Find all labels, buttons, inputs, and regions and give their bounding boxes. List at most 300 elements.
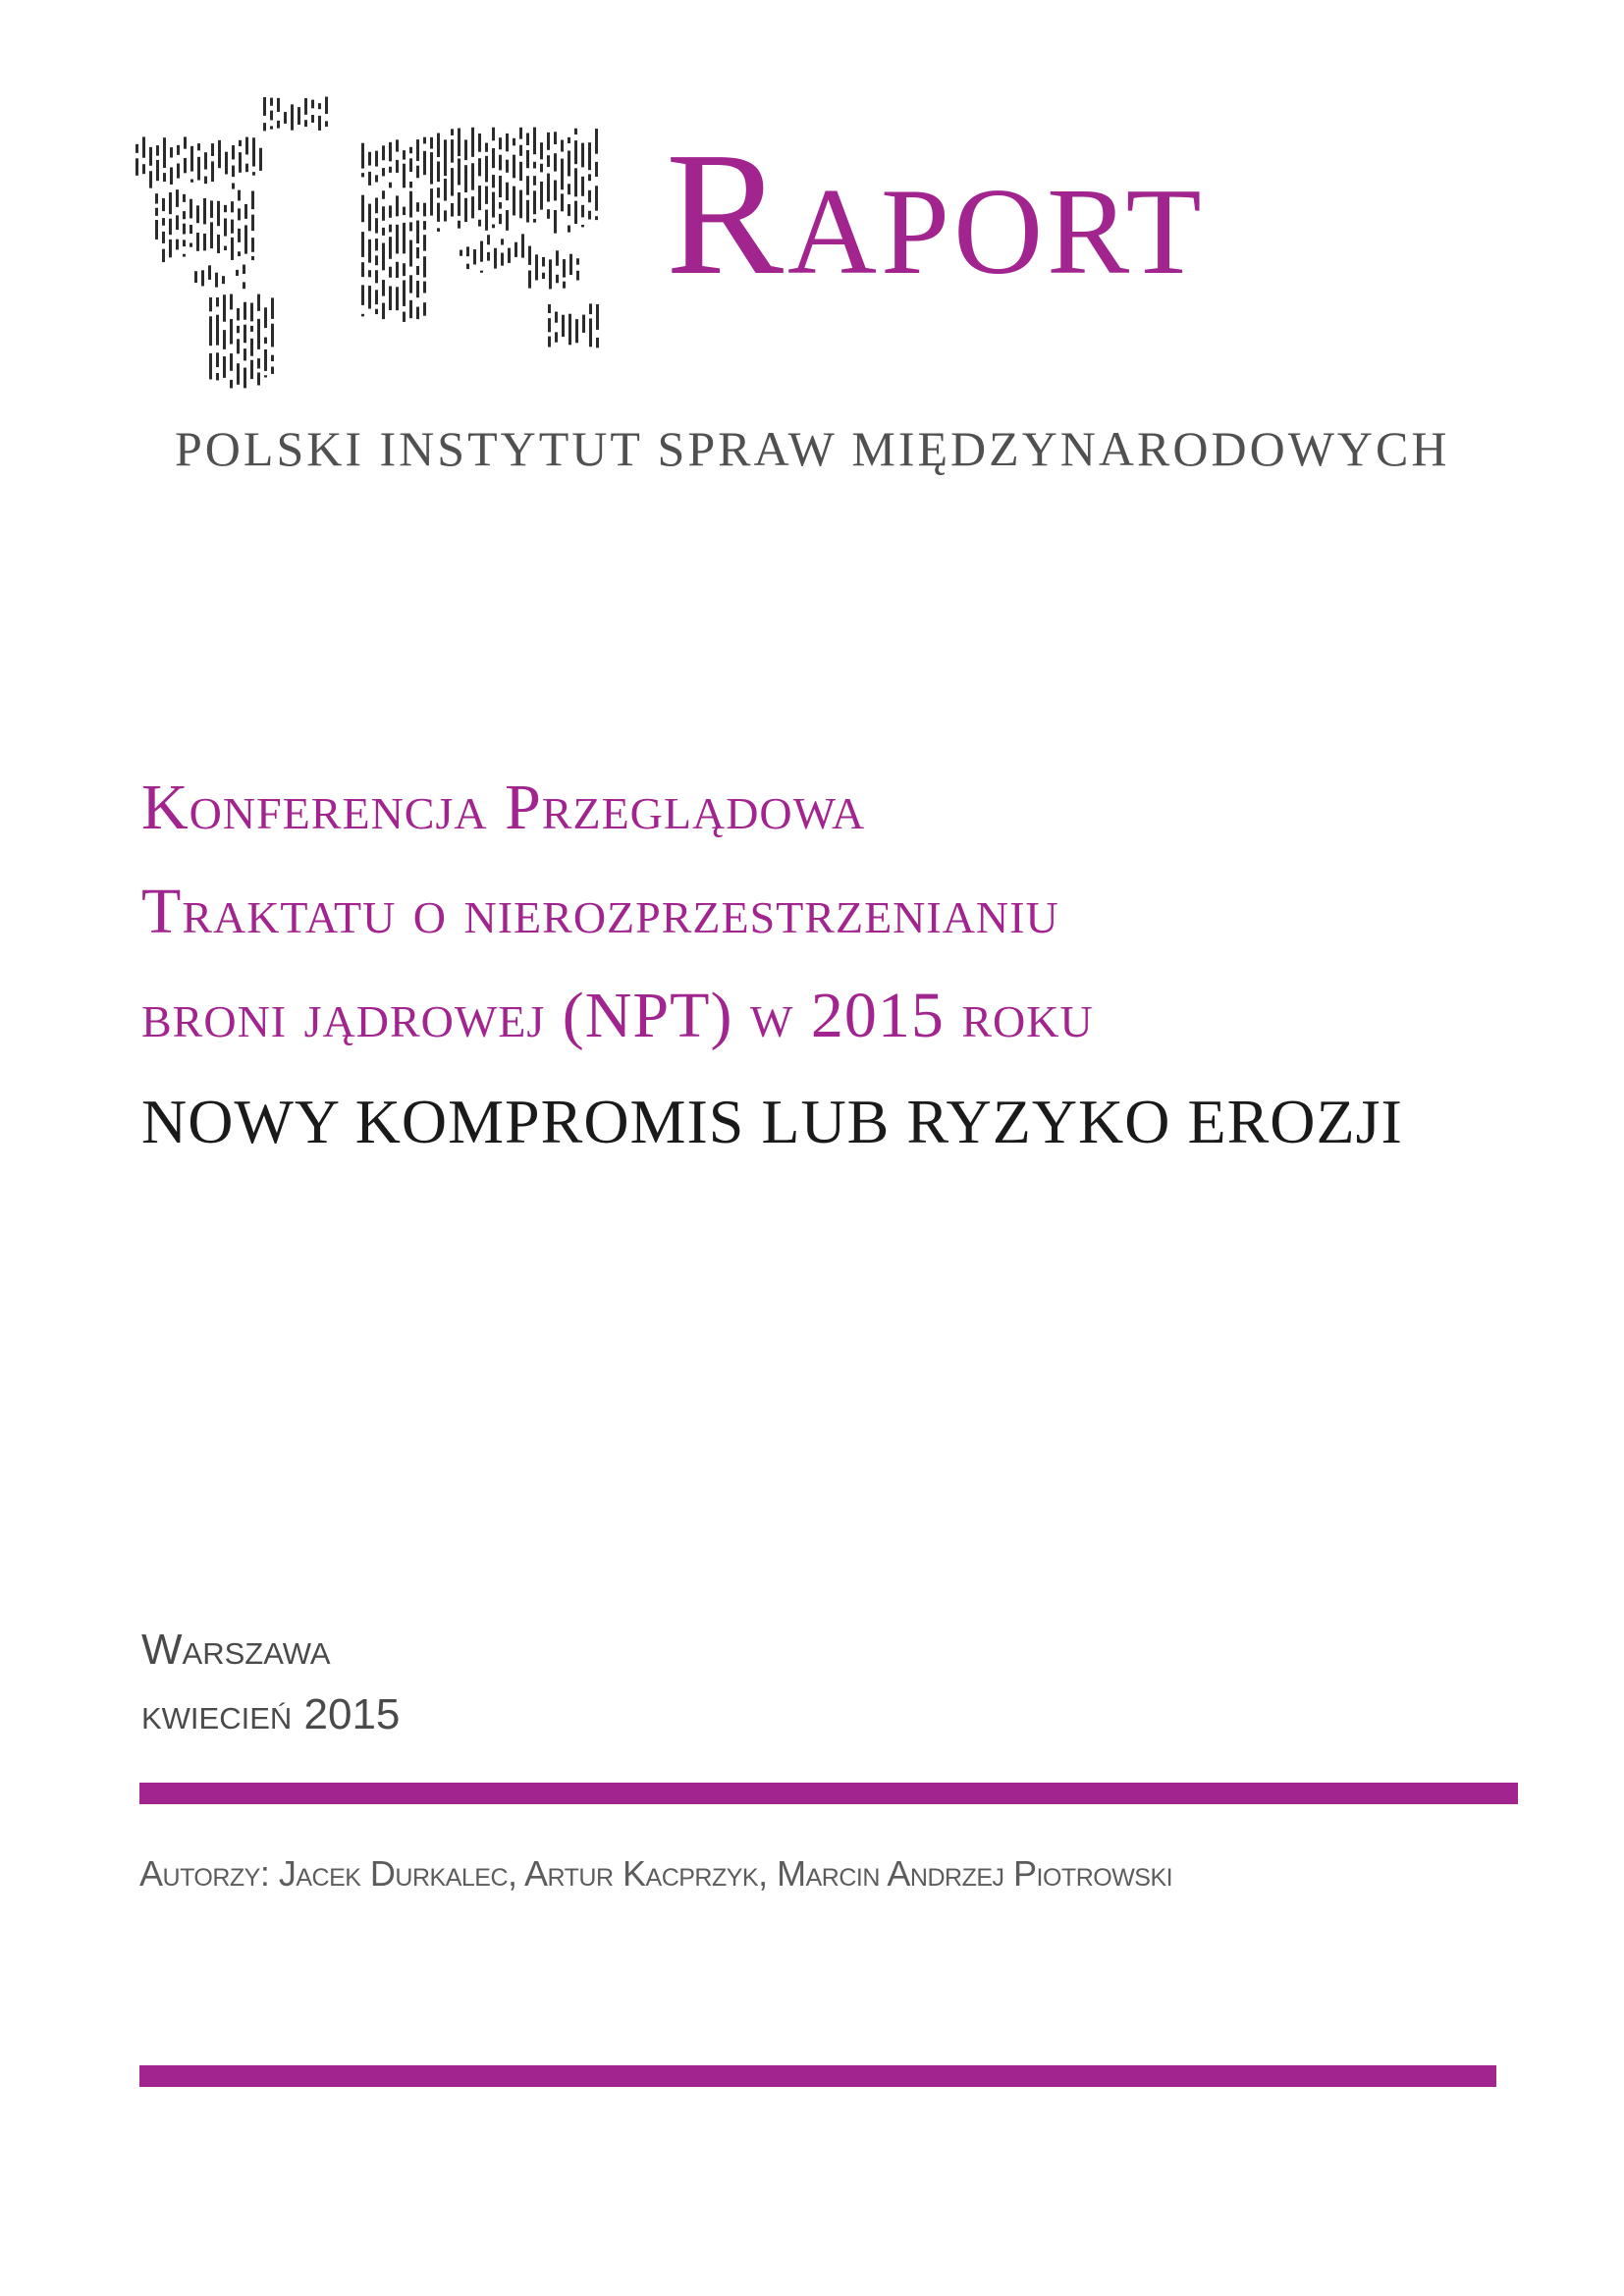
map-bar — [582, 315, 585, 333]
report-title-line-1: Konferencja Przeglądowa — [141, 772, 866, 843]
map-bar — [396, 160, 399, 173]
map-bar — [244, 204, 247, 219]
map-bar — [437, 133, 440, 154]
map-bar — [519, 128, 522, 139]
map-bar — [162, 249, 165, 262]
map-bar — [209, 316, 212, 346]
map-bar — [237, 308, 240, 320]
map-bar — [555, 332, 558, 342]
map-bar — [389, 205, 392, 217]
map-bar — [243, 282, 245, 289]
map-bar — [555, 311, 558, 322]
map-bar — [416, 221, 419, 243]
map-bar — [478, 220, 481, 227]
map-bar — [270, 126, 273, 129]
map-bar — [142, 164, 145, 174]
map-bar — [194, 271, 197, 283]
report-brand-title: Raport — [666, 116, 1206, 311]
map-bar — [494, 248, 497, 269]
map-bar — [416, 247, 419, 258]
map-bar — [574, 201, 577, 224]
divider-bottom — [139, 2065, 1496, 2087]
map-bar — [535, 254, 538, 280]
map-bar — [458, 192, 460, 216]
map-bar — [382, 168, 385, 176]
map-bar — [142, 136, 145, 157]
map-bar — [514, 242, 517, 257]
map-bar — [499, 155, 502, 171]
map-bar — [231, 238, 234, 260]
report-title-block — [141, 756, 1536, 1176]
map-bar — [169, 240, 172, 257]
map-bar — [581, 177, 584, 196]
report-subtitle: NOWY KOMPROMIS LUB RYZYKO EROZJI — [141, 1087, 1403, 1156]
map-bar — [581, 143, 584, 168]
map-bar — [589, 303, 592, 314]
map-bar — [487, 252, 490, 261]
report-title-line-3: broni jądrowej (NPT) w 2015 roku — [141, 980, 1094, 1051]
map-bar — [238, 208, 241, 220]
map-bar — [569, 254, 572, 275]
map-bar — [184, 136, 187, 148]
map-bar — [458, 158, 460, 184]
world-map-bars-icon — [135, 96, 656, 391]
map-bar — [480, 271, 483, 273]
map-bar — [547, 174, 550, 202]
map-bar — [451, 129, 454, 135]
map-bar — [216, 373, 219, 380]
map-bar — [318, 116, 321, 131]
map-bar — [458, 221, 460, 229]
map-bar — [492, 175, 495, 187]
map-bar — [513, 187, 515, 216]
map-bar — [568, 137, 570, 143]
map-bar — [526, 200, 529, 223]
map-bar — [533, 176, 536, 186]
map-bar — [561, 159, 564, 190]
map-bar — [208, 265, 211, 280]
map-bar — [568, 226, 570, 233]
map-bar — [576, 271, 579, 281]
map-bar — [311, 100, 314, 109]
map-bar — [291, 104, 294, 130]
map-bar — [368, 172, 371, 186]
map-bar — [526, 176, 529, 194]
map-bar — [204, 152, 207, 169]
map-bar — [547, 155, 550, 167]
map-bar — [533, 190, 536, 214]
map-bar — [245, 137, 248, 155]
map-bar — [250, 360, 253, 379]
map-bar — [155, 193, 158, 203]
map-bar — [492, 192, 495, 218]
map-bar — [549, 259, 552, 289]
map-bar — [554, 153, 557, 171]
map-bar — [183, 211, 186, 219]
map-bar — [506, 183, 509, 200]
map-bar — [396, 287, 399, 310]
map-bar — [232, 183, 235, 188]
map-bar — [423, 137, 426, 144]
map-bar — [409, 240, 412, 267]
map-bar — [190, 180, 193, 183]
map-bar — [224, 205, 227, 212]
map-bar — [189, 243, 192, 247]
map-bar — [176, 189, 179, 207]
map-bar — [485, 156, 488, 183]
map-bar — [596, 304, 599, 330]
map-bar — [540, 142, 543, 159]
publication-place: Warszawa — [141, 1626, 331, 1674]
place-date-block — [141, 1618, 400, 1747]
map-bar — [183, 254, 186, 257]
map-bar — [217, 201, 220, 227]
map-bar — [170, 147, 173, 157]
map-bar — [239, 140, 242, 146]
map-bar — [568, 204, 570, 216]
map-bar — [423, 235, 426, 250]
map-bar — [478, 186, 481, 210]
map-bar — [250, 326, 253, 332]
map-bar — [361, 314, 364, 317]
map-bar — [238, 251, 241, 256]
map-bar — [251, 191, 254, 210]
map-bar — [437, 161, 440, 178]
map-bar — [251, 238, 254, 252]
map-bar — [519, 190, 522, 219]
map-bar — [361, 285, 364, 305]
map-bar — [451, 203, 454, 217]
map-bar — [375, 290, 378, 304]
map-bar — [499, 176, 502, 197]
map-bar — [244, 368, 246, 389]
map-bar — [361, 262, 364, 277]
map-bar — [271, 355, 274, 361]
map-bar — [389, 225, 392, 233]
map-bar — [162, 198, 165, 211]
map-bar — [375, 218, 378, 233]
map-bar — [403, 207, 406, 215]
map-bar — [223, 330, 226, 349]
map-bar — [423, 282, 426, 294]
map-bar — [423, 203, 426, 217]
map-bar — [304, 98, 307, 115]
map-bar — [231, 201, 234, 212]
map-bar — [264, 375, 267, 377]
map-bar — [210, 222, 213, 248]
map-bar — [478, 158, 481, 176]
map-bar — [251, 256, 254, 260]
map-bar — [389, 237, 392, 259]
map-bar — [237, 326, 240, 333]
map-bar — [257, 294, 260, 311]
publication-date: kwiecień 2015 — [141, 1690, 401, 1738]
map-bar — [568, 184, 570, 194]
map-bar — [548, 304, 551, 313]
map-bar — [196, 233, 199, 251]
map-bar — [232, 166, 235, 178]
map-bar — [519, 145, 522, 156]
map-bar — [513, 155, 515, 179]
map-bar — [409, 275, 412, 293]
map-bar — [464, 139, 467, 160]
map-bar — [563, 259, 566, 278]
map-bar — [162, 218, 165, 226]
map-bar — [238, 229, 241, 242]
map-bar — [519, 162, 522, 181]
map-bar — [430, 137, 433, 149]
map-bar — [389, 183, 392, 188]
map-bar — [216, 315, 219, 346]
map-bar — [163, 173, 166, 182]
map-bar — [464, 165, 467, 192]
map-bar — [471, 196, 474, 218]
map-bar — [236, 270, 239, 276]
map-bar — [588, 142, 591, 170]
map-bar — [375, 309, 378, 314]
map-bar — [466, 246, 469, 256]
map-bar — [444, 156, 447, 169]
map-bar — [485, 143, 488, 152]
map-bar — [252, 172, 255, 176]
map-bar — [259, 148, 262, 171]
map-bar — [471, 128, 474, 157]
map-bar — [556, 275, 559, 284]
map-bar — [548, 318, 551, 332]
map-bar — [263, 123, 266, 131]
map-bar — [547, 209, 550, 219]
map-bar — [177, 163, 180, 178]
map-bar — [375, 151, 378, 167]
map-bar — [576, 258, 579, 265]
map-bar — [416, 307, 419, 320]
map-bar — [368, 270, 371, 277]
map-bar — [183, 240, 186, 246]
map-bar — [533, 219, 536, 223]
map-bar — [588, 211, 591, 220]
map-bar — [480, 241, 483, 262]
map-bar — [361, 173, 364, 177]
divider-top — [139, 1783, 1518, 1804]
map-bar — [368, 204, 371, 232]
map-bar — [521, 234, 524, 257]
map-bar — [177, 145, 180, 155]
map-bar — [485, 210, 488, 231]
map-bar — [568, 314, 571, 346]
map-bar — [561, 193, 564, 211]
map-bar — [416, 266, 419, 275]
map-bar — [595, 216, 598, 220]
map-bar — [409, 158, 412, 172]
map-bar — [361, 143, 364, 169]
map-bar — [155, 208, 158, 216]
map-bar — [423, 256, 426, 277]
map-bar — [416, 281, 419, 297]
map-bar — [389, 286, 392, 310]
map-bar — [548, 337, 551, 347]
map-bar — [244, 325, 246, 344]
map-bar — [528, 246, 531, 265]
map-bar — [416, 202, 419, 211]
map-bar — [216, 297, 219, 306]
map-bar — [375, 239, 378, 250]
map-bar — [581, 225, 584, 227]
map-bar — [201, 270, 204, 286]
map-bar — [271, 367, 274, 374]
map-bar — [215, 273, 218, 288]
map-bar — [506, 133, 509, 151]
map-bar — [499, 137, 502, 149]
map-bar — [451, 141, 454, 162]
map-bar — [430, 153, 433, 184]
map-bar — [589, 318, 592, 347]
map-bar — [257, 372, 260, 385]
map-bar — [237, 339, 240, 353]
map-bar — [437, 228, 440, 232]
map-bar — [375, 197, 378, 213]
map-bar — [135, 144, 138, 153]
map-bar — [485, 187, 488, 204]
map-bar — [169, 219, 172, 235]
map-bar — [230, 353, 233, 371]
map-bar — [135, 158, 138, 176]
map-bar — [277, 98, 280, 112]
map-bar — [243, 265, 245, 274]
map-bar — [209, 353, 212, 380]
map-bar — [203, 234, 206, 250]
map-bar — [409, 182, 412, 187]
map-bar — [458, 129, 460, 151]
map-bar — [554, 132, 557, 144]
map-bar — [304, 120, 307, 127]
map-bar — [499, 214, 502, 224]
map-bar — [361, 232, 364, 257]
map-bar — [403, 150, 406, 159]
map-bar — [375, 175, 378, 182]
map-bar — [218, 140, 221, 168]
map-bar — [230, 380, 233, 388]
map-bar — [492, 225, 495, 229]
map-bar — [437, 187, 440, 197]
map-bar — [189, 225, 192, 234]
map-bar — [409, 222, 412, 231]
map-bar — [526, 150, 529, 168]
map-bar — [588, 190, 591, 202]
map-bar — [271, 297, 274, 318]
map-bar — [542, 257, 545, 267]
map-bar — [396, 195, 399, 216]
map-bar — [409, 191, 412, 218]
map-bar — [471, 163, 474, 189]
map-bar — [368, 240, 371, 263]
map-bar — [239, 152, 242, 173]
map-bar — [270, 98, 273, 106]
map-bar — [416, 166, 419, 179]
map-bar — [368, 286, 371, 308]
map-bar — [561, 140, 564, 152]
map-bar — [595, 162, 598, 177]
map-bar — [325, 121, 328, 127]
map-bar — [595, 129, 598, 154]
report-title-line-2: Traktatu o nierozprzestrzenianiu — [141, 876, 1059, 947]
map-bar — [444, 139, 447, 148]
map-bar — [508, 248, 511, 263]
map-bar — [575, 319, 578, 343]
map-bar — [389, 267, 392, 278]
map-bar — [176, 215, 179, 230]
map-bar — [169, 192, 172, 214]
map-bar — [375, 270, 378, 283]
map-bar — [501, 239, 504, 244]
map-bar — [197, 143, 200, 150]
map-bar — [222, 276, 225, 284]
map-bar — [311, 115, 314, 123]
map-bar — [189, 199, 192, 219]
map-bar — [375, 255, 378, 265]
map-bar — [211, 143, 214, 156]
map-bar — [244, 302, 246, 320]
map-bar — [506, 160, 509, 173]
map-bar — [325, 97, 328, 115]
map-bar — [389, 167, 392, 173]
map-bar — [163, 137, 166, 168]
map-bar — [231, 220, 234, 234]
map-bar — [595, 186, 598, 210]
map-bar — [162, 232, 165, 243]
map-bar — [190, 146, 193, 172]
map-bar — [513, 138, 515, 146]
map-bar — [156, 145, 159, 156]
map-bar — [318, 103, 321, 109]
map-bar — [464, 198, 467, 222]
map-bar — [245, 164, 248, 172]
map-bar — [257, 319, 260, 349]
map-bar — [216, 352, 219, 367]
map-bar — [264, 307, 267, 328]
map-bar — [211, 161, 214, 182]
map-bar — [382, 206, 385, 221]
map-bar — [217, 235, 220, 253]
authors-line: Autorzy: Jacek Durkalec, Artur Kacprzyk, Marcin Andrzej Piotrowski — [139, 1853, 1173, 1894]
map-bar — [501, 253, 504, 266]
map-bar — [568, 150, 570, 176]
map-bar — [389, 142, 392, 162]
map-bar — [368, 152, 371, 166]
map-bar — [237, 363, 240, 385]
map-bar — [224, 218, 227, 236]
map-bar — [298, 107, 300, 125]
map-bar — [554, 210, 557, 234]
map-bar — [430, 188, 433, 215]
map-bar — [562, 315, 565, 337]
map-bar — [204, 177, 207, 185]
map-bar — [223, 356, 226, 378]
institute-name: POLSKI INSTYTUT SPRAW MIĘDZYNARODOWYCH — [175, 421, 1450, 476]
map-bar — [526, 133, 529, 145]
map-bar — [423, 302, 426, 316]
map-bar — [423, 221, 426, 230]
map-bar — [382, 303, 385, 320]
map-bar — [528, 270, 531, 288]
map-bar — [403, 280, 406, 305]
map-bar — [437, 203, 440, 222]
map-bar — [251, 215, 254, 231]
map-bar — [223, 294, 226, 321]
map-bar — [382, 145, 385, 160]
map-bar — [271, 324, 274, 347]
map-bar — [466, 264, 469, 269]
map-bar — [225, 152, 228, 175]
